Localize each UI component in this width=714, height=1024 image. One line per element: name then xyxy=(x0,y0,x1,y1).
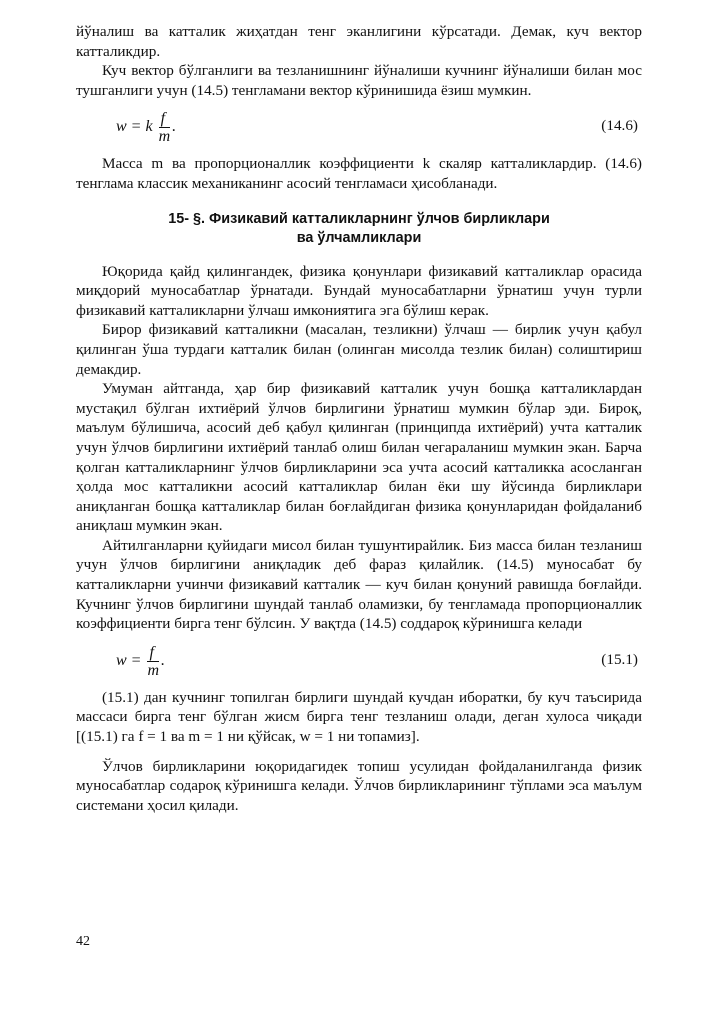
section-heading-line: ва ўлчамликлари xyxy=(296,229,422,246)
fraction-numerator: f xyxy=(147,644,159,662)
formula-tail: . xyxy=(172,118,177,136)
formula-tail: . xyxy=(161,652,166,670)
formula xyxy=(116,644,165,679)
paragraph: йўналиш ва катталик жиҳатдан тенг эканлигини кўрсатади. Демак, куч вектор катталикдир. xyxy=(76,23,642,60)
fraction-denominator: m xyxy=(147,661,160,679)
paragraph: Ўлчов бирликларини юқоридагидек топиш усулидан фойдаланилганда физик муносабатлар содароқ кўринишга келади. Ўлчов бирликларининг тўплами эса маълум системани ҳосил қилади. xyxy=(76,757,642,814)
page-body xyxy=(76,22,642,815)
equation-number: (14.6) xyxy=(601,117,638,135)
paragraph: (15.1) дан кучнинг топилган бирлиги шундай кучдан иборатки, бу куч таъсирида массаси бирга тенг бўлган жисм бирга тенг тезланиш олади, деган хулоса чиқади [(15.1) га f = 1 ва m = 1 ни қўйсак, w = 1 ни топамиз]. xyxy=(76,688,642,746)
section-heading-line: 15- §. Физикавий катталикларнинг ўлчов бирликлари xyxy=(168,210,550,227)
paragraph: Юқорида қайд қилингандек, физика қонунлари физикавий катталиклар орасида миқдорий муносабатлар ўрнатади. Бундай муносабатларни ўрнатиш учун турли физикавий катталикларни ўлчаш имкониятига эга бўлиш керак. xyxy=(76,262,642,319)
formula-lhs: w = xyxy=(116,652,142,670)
fraction xyxy=(147,644,159,679)
formula xyxy=(116,110,176,145)
paragraph: Айтилганларни қуйидаги мисол билан тушунтирайлик. Биз масса билан тезланиш учун ўлчов бирлигини аниқладик деб фараз қилайлик. (14.5) муносабат бу катталикларни учинчи физикавий катталик — куч билан қонуний равишда боғлайди. Кучнинг ўлчов бирлигини шундай танлаб оламизки, бу тенгламада пропорционаллик коэффициенти бирга тенг бўлсин. У вақтда (14.5) соддароқ кўринишга келади xyxy=(76,536,642,633)
fraction-numerator: f xyxy=(159,110,171,128)
page-number: 42 xyxy=(76,934,90,949)
formula-lhs: w = k xyxy=(116,118,153,136)
fraction xyxy=(159,110,171,145)
paragraph: Масса m ва пропорционаллик коэффициенти k скаляр катталиклардир. (14.6) тенглама классик механиканинг асосий тенгламаси ҳисобланади. xyxy=(76,155,642,192)
paragraph: Куч вектор бўлганлиги ва тезланишнинг йўналиши кучнинг йўналиши билан мос тушганлиги учун (14.5) тенгламани вектор кўринишида ёзиш мумкин. xyxy=(76,62,642,99)
equation-number: (15.1) xyxy=(601,650,638,668)
equation-14-6 xyxy=(76,104,642,148)
fraction-denominator: m xyxy=(158,128,171,146)
section-heading xyxy=(76,210,642,248)
paragraph: Бирор физикавий катталикни (масалан, тезликни) ўлчаш — бирлик учун қабул қилинган ўша турдаги катталик билан (олинган мисолда тезлик билан) солиштириш демакдир. xyxy=(76,321,642,378)
equation-15-1 xyxy=(76,638,642,682)
paragraph: Умуман айтганда, ҳар бир физикавий катталик учун бошқа катталиклардан мустақил бўлган ихтиёрий ўлчов бирлигини ўрнатиш мумкин бўлар эди. Бироқ, маълум бўлишича, асосий деб қабул қилинган (принципда ихтиёрий) учта катталик учун ўлчов бирлигини ихтиёрий танлаб олиш билан чегараланиш мумкин экан. Барча қолган катталикларнинг ўлчов бирликларини эса учта асосий катталикка асосланган ҳолда мос катталикни асосий катталиклар билан ёки шу йўсинда бирликлари аниқланган бошқа катталиклар билан боғлайдиган физика қонунларидан фойдаланиб аниқлаш мумкин экан. xyxy=(76,380,642,535)
